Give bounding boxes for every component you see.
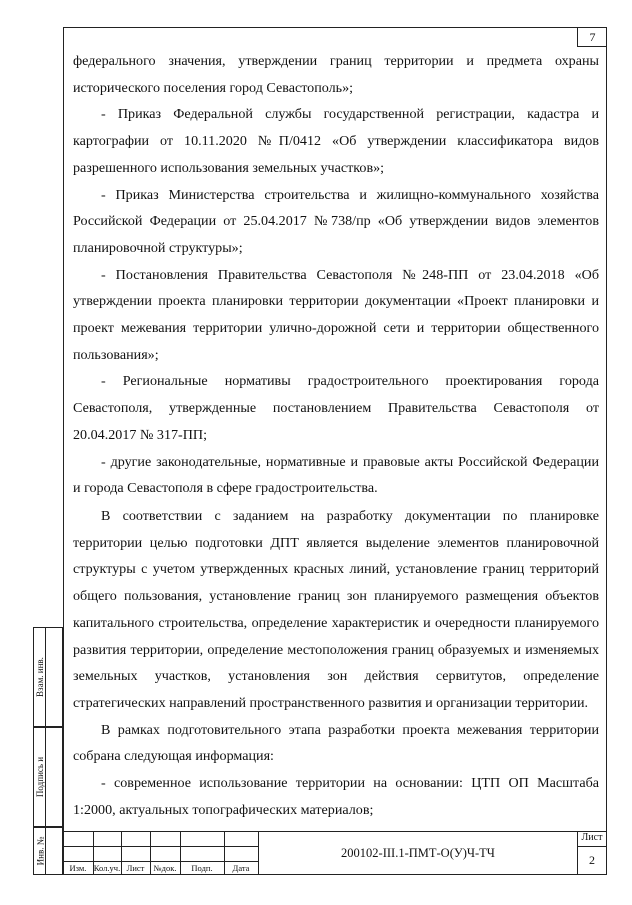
sheet-label: Лист (581, 832, 603, 843)
paragraph: В соответствии с заданием на разработку документации по планировке территории целью подготовки ДПТ является выделение элементов планировочной структуры с учетом утвержденных красных линий, установление границ территорий общего пользования, установление границ зон планируемого размещения объектов капитального строительства, определение характеристик и очередности планируемого развития территории, определение местоположения границ образуемых и изменяемых земельных участков, установления зон действия сервитутов, определение стратегических направлений пространственного развития и организации территории. (73, 508, 599, 711)
side-cell-signature (33, 727, 63, 827)
paragraph: - другие законодательные, нормативные и правовые акты Российской Федерации и города Севастополя в сфере градостроительства. (73, 453, 599, 497)
page-marker: 7 (577, 27, 607, 47)
side-label-signature: Подпись и (35, 756, 45, 798)
header-change: Изм. (69, 863, 87, 873)
paragraph: - Региональные нормативы градостроительного проектирования города Севастополя, утвержденные постановлением Правительства Севастополя от 20.04.2017 № 317-ПП; (73, 373, 599, 443)
document-code: 200102-III.1-ПМТ-О(У)Ч-ТЧ (341, 846, 495, 860)
header-sheet: Лист (126, 863, 145, 873)
side-cell-replacement (33, 627, 63, 727)
paragraph: В рамках подготовительного этапа разработки проекта межевания территории собрана следующая информация: (73, 721, 599, 765)
sheet-number: 2 (589, 853, 595, 867)
paragraph: федерального значения, утверждении границ территории и предмета охраны исторического поселения город Севастополь»; (73, 53, 599, 96)
side-label-inventory: Инв. № (35, 836, 45, 866)
header-qty: Кол.уч. (93, 863, 121, 873)
paragraph: - современное использование территории на основании: ЦТП ОП Масштаба 1:2000, актуальных топографических материалов; (73, 775, 599, 818)
side-cell-inventory (33, 827, 63, 875)
text-block-bottom (73, 503, 599, 823)
header-signature: Подп. (191, 863, 213, 873)
side-label-replacement: Взам. инв. (35, 657, 46, 697)
header-doc-number: №док. (153, 863, 177, 873)
paragraph: - Приказ Министерства строительства и жилищно-коммунального хозяйства Российской Федерации от 25.04.2017 №738/пр «Об утверждении видов элементов планировочной структуры»; (73, 186, 599, 256)
paragraph: - Приказ Федеральной службы государственной регистрации, кадастра и картографии от 10.11.2020 №П/0412 «Об утверждении классификатора видов разрешенного использования земельных участков»; (73, 106, 599, 176)
header-date: Дата (232, 863, 250, 873)
text-block-top (73, 48, 599, 502)
paragraph: - Постановления Правительства Севастополя №248-ПП от 23.04.2018 «Об утверждении проекта планировки территории документации «Проект планировки и проект межевания территории улично-дорожной сети и территории общественного пользования»; (73, 266, 599, 363)
title-block (63, 831, 607, 875)
